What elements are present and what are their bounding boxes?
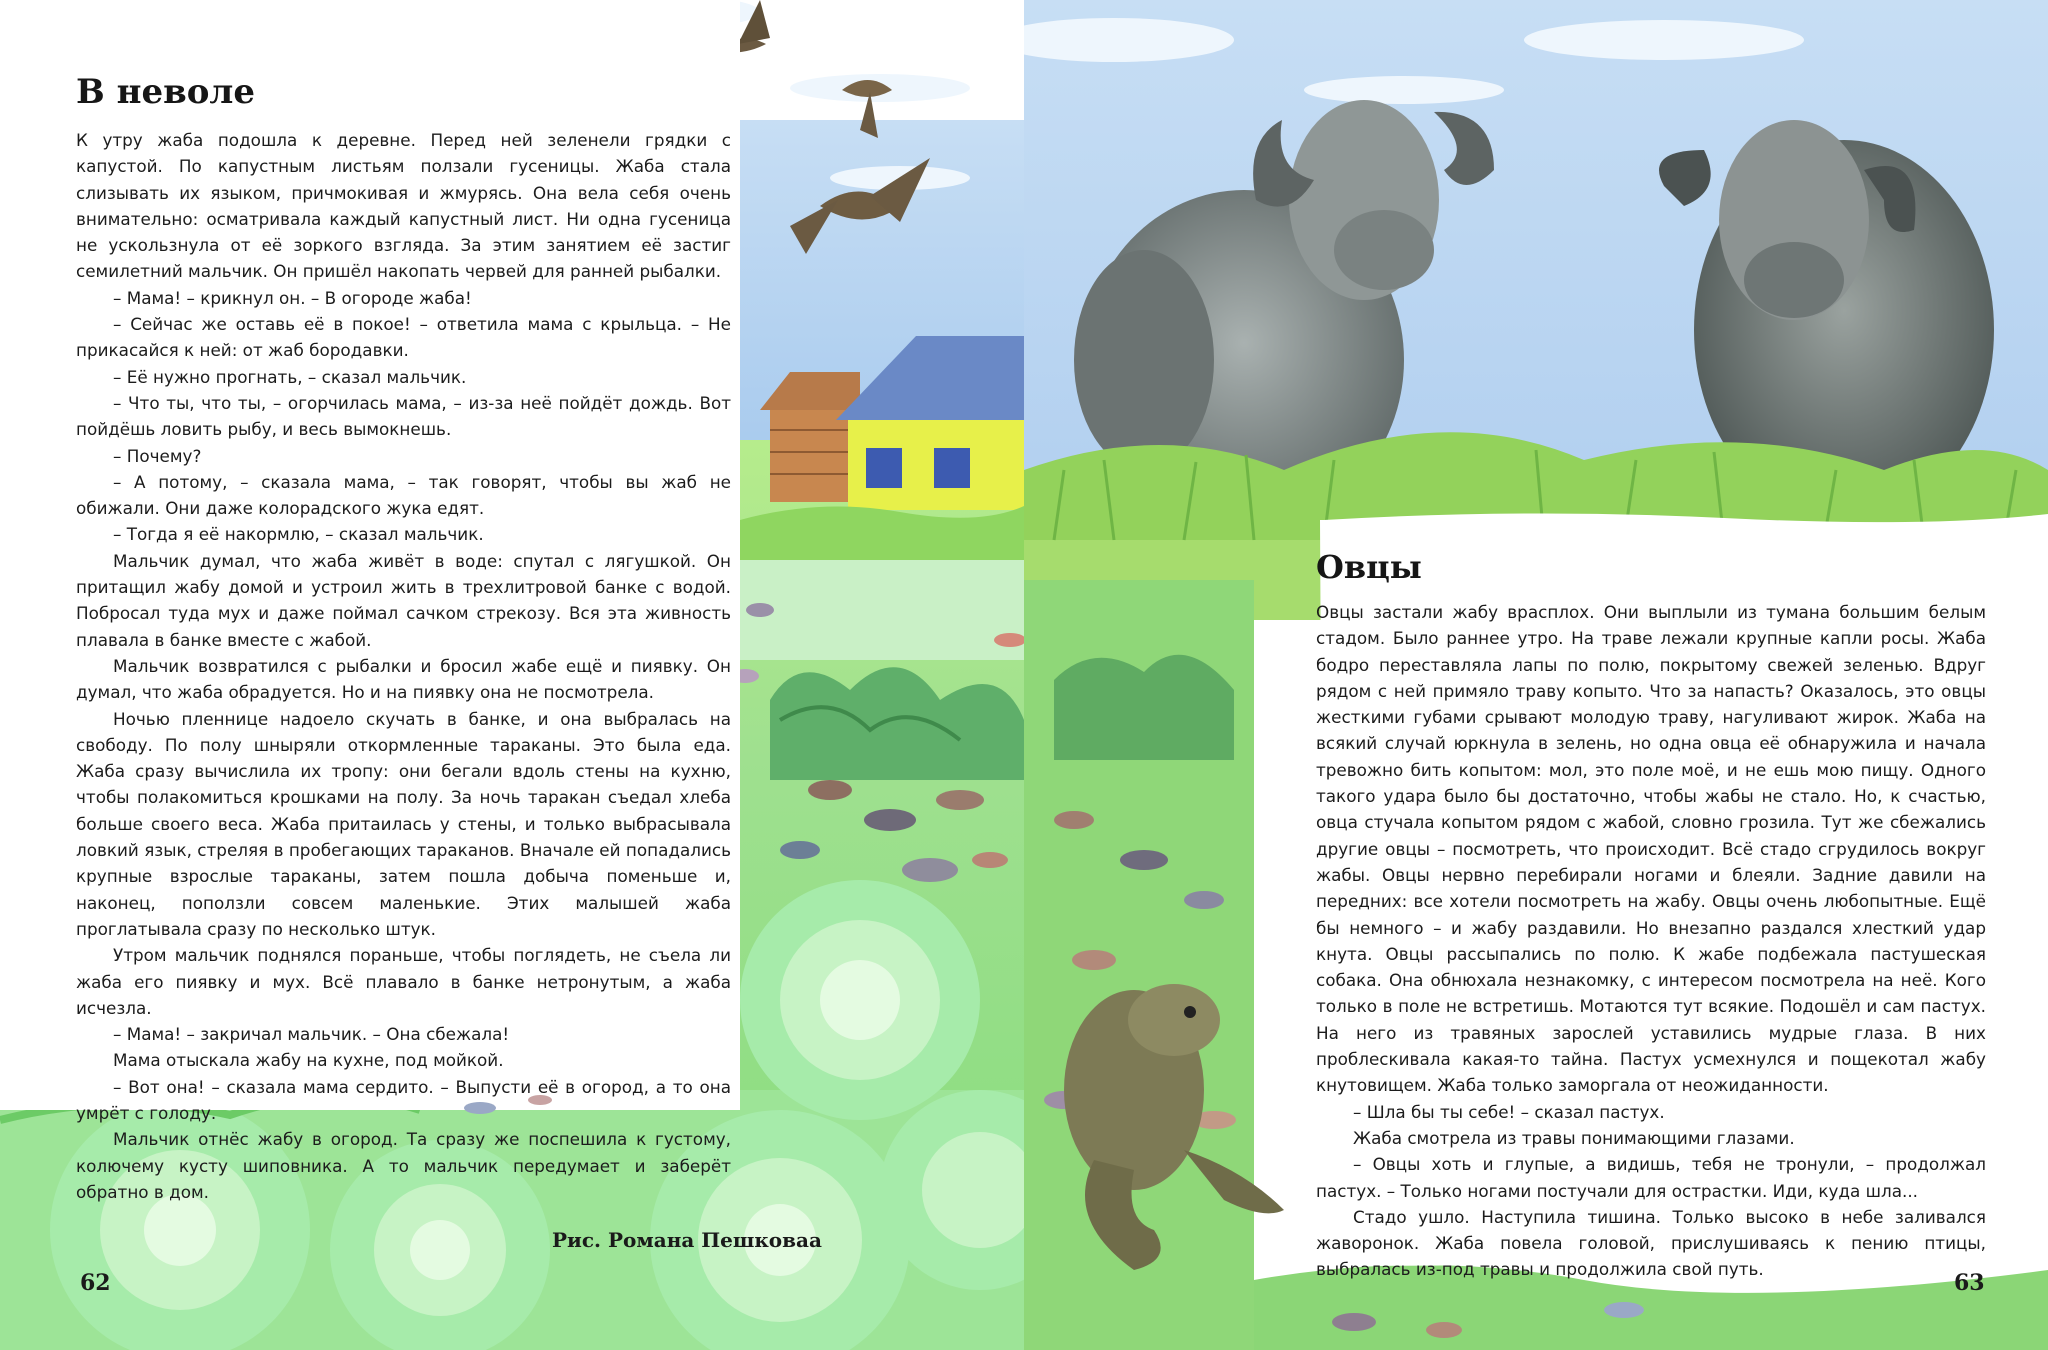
body-text — [76, 127, 731, 1205]
paragraph: – Тогда я её накормлю, – сказал мальчик. — [113, 524, 484, 545]
paragraph: – Её нужно прогнать, – сказал мальчик. — [113, 366, 467, 387]
paragraph: Утром мальчик поднялся пораньше, чтобы поглядеть, не съела ли жаба его пиявку и мух. Всё плавало в банке нетронутым, а жаба исчезла. — [76, 945, 731, 1018]
chapter-heading: В неволе — [76, 72, 255, 112]
paragraph: Овцы застали жабу врасплох. Они выплыли из тумана большим белым стадом. Было раннее утро. На траве лежали крупные капли росы. Жаба бодро переставляла лапы по полю, покрытому свежей зеленью. Вдруг рядом с ней примяло траву копыто. Что за напасть? Оказалось, это овцы жесткими губами срывают молодую траву, нагуливают жирок. Жаба на всякий случай юркнула в зелень, но одна овца её обнаружила и начала тревожно бить копытом: мол, это поле моё, и не ешь мою пищу. Одного такого удара было бы достаточно, чтобы жабы не стало. Но, к счастью, овца стучала копытом рядом с жабой, словно грозила. Тут же сбежались другие овцы – посмотреть, что происходит. Всё стадо сгрудилось вокруг жабы. Овцы нервно перебирали ногами и блеяли. Задние давили на передних: все хотели посмотреть на жабу. Овцы очень любопытные. Ещё бы немного – и жабу раздавили. Но внезапно раздался хлесткий удар кнута. Овцы рассыпались по полю. К жабе подбежала пастушеская собака. Она обнюхала незнакомку, с интересом посмотрела на неё. Кого только в поле не встретишь. Мотаются тут всякие. Подошёл и сам пастух. На него из травяных зарослей уставились мудрые глаза. В них проблескивала какая-то тайна. Пастух усмехнулся и пощекотал жабу кнутовищем. Жаба только заморгала от неожиданности. — [1316, 602, 1986, 1096]
paragraph: – Вот она! – сказала мама сердито. – Выпусти её в огород, а то она умрёт с голоду. — [76, 1076, 731, 1123]
paragraph: – Овцы хоть и глупые, а видишь, тебя не тронули, – продолжал пастух. – Только ногами постучали для острастки. Иди, куда шла... — [1316, 1154, 1986, 1201]
paragraph: Мама отыскала жабу на кухне, под мойкой. — [113, 1050, 504, 1071]
paragraph: – А потому, – сказала мама, – так говорят, чтобы вы жаб не обижали. Они даже колорадского жука едят. — [76, 471, 731, 519]
illustrator-credit: Рис. Романа Пешковаа — [552, 1228, 822, 1252]
paragraph: К утру жаба подошла к деревне. Перед ней зеленели грядки с капустой. По капустным листьям ползали гусеницы. Жаба стала слизывать их языком, причмокивая и жмурясь. Она вела себя очень внимательно: осматривала каждый капустный лист. Ни одна гусеница не ускользнула от её зоркого взгляда. За этим занятием её застиг семилетний мальчик. Он пришёл накопать червей для ранней рыбалки. — [76, 130, 731, 282]
page-number: 62 — [80, 1270, 111, 1296]
paragraph: – Шла бы ты себе! – сказал пастух. — [1353, 1101, 1665, 1122]
paragraph: – Мама! – крикнул он. – В огороде жаба! — [113, 287, 472, 308]
paragraph: Мальчик возвратился с рыбалки и бросил жабе ещё и пиявку. Он думал, что жаба обрадуется. Но и на пиявку она не посмотрела. — [76, 655, 731, 703]
right-page — [1024, 0, 2048, 1350]
body-text — [1316, 599, 1986, 1283]
paragraph: Мальчик думал, что жаба живёт в воде: спутал с лягушкой. Он притащил жабу домой и устроил жить в трехлитровой банке с водой. Побросал туда мух и даже поймал сачком стрекозу. Вся эта живность плавала в банке вместе с жабой. — [76, 550, 731, 650]
paragraph: Ночью пленнице надоело скучать в банке, и она выбралась на свободу. По полу шныряли откормленные тараканы. Это была еда. Жаба сразу вычислила их тропу: они бегали вдоль стены на кухню, чтобы полакомиться крошками на полу. За ночь таракан съедал хлеба больше своего веса. Жаба притаилась у стены, и только выбрасывала ловкий язык, стреляя в пробегающих тараканов. Вначале ей попадались крупные взрослые тараканы, затем пошла добыча поменьше и, наконец, поползли совсем маленькие. Этих малышей жаба проглатывала сразу по несколько штук. — [76, 708, 731, 939]
chapter-heading: Овцы — [1316, 548, 1422, 586]
paragraph: Стадо ушло. Наступила тишина. Только высоко в небе заливался жаворонок. Жаба повела головой, прислушиваясь к пению птицы, выбралась из-под травы и продолжила свой путь. — [1316, 1206, 1986, 1280]
paragraph: – Что ты, что ты, – огорчилась мама, – из-за неё пойдёт дождь. Вот пойдёшь ловить рыбу, и весь вымокнешь. — [76, 392, 731, 440]
paragraph: Жаба смотрела из травы понимающими глазами. — [1353, 1127, 1795, 1148]
paragraph: – Почему? — [113, 445, 202, 466]
paragraph: – Мама! – закричал мальчик. – Она сбежала! — [113, 1024, 510, 1045]
page-number: 63 — [1954, 1270, 1985, 1296]
paragraph: – Сейчас же оставь её в покое! – ответила мама с крыльца. – Не прикасайся к ней: от жаб бородавки. — [76, 314, 731, 361]
paragraph: Мальчик отнёс жабу в огород. Та сразу же поспешила к густому, колючему кусту шиповника. А то мальчик передумает и заберёт обратно в дом. — [76, 1129, 731, 1202]
